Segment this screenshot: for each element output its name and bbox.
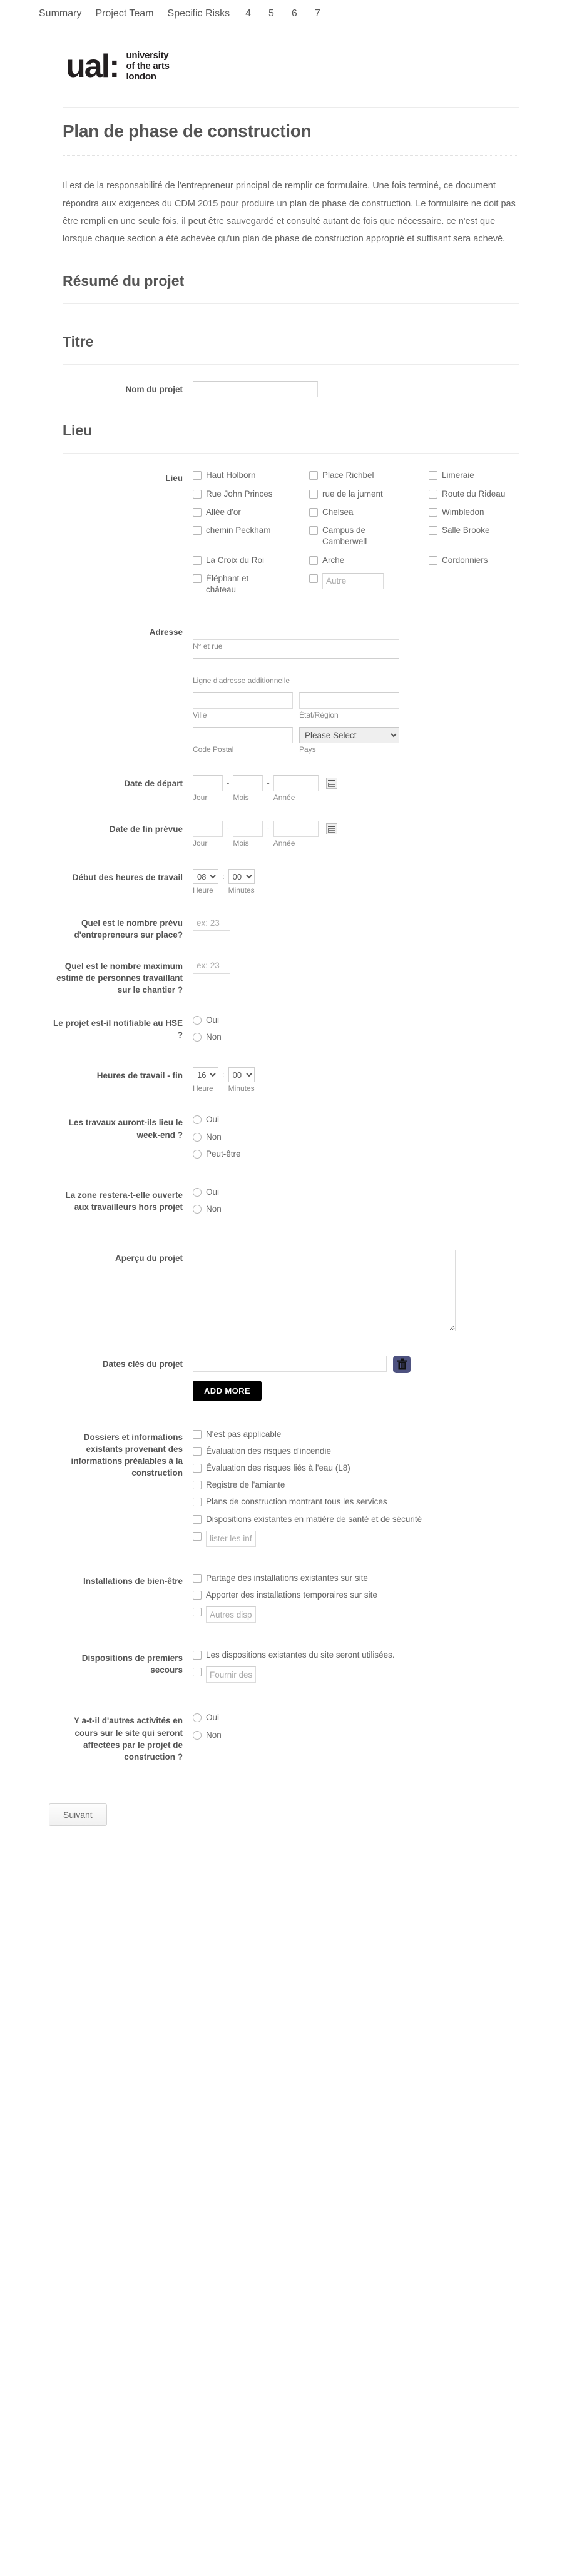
date-separator: - <box>267 778 270 788</box>
dates-cles-row <box>193 1356 551 1373</box>
autres-activites-option-label: Oui <box>206 1713 220 1723</box>
divider-top <box>63 107 519 108</box>
address-state-group <box>299 692 399 719</box>
lieu-option-4[interactable] <box>309 489 425 500</box>
logo-wordmark: ual: <box>66 48 119 85</box>
label-weekend: Les travaux auront-ils lieu le week-end ? <box>68 1118 183 1140</box>
address-postal-input[interactable] <box>193 727 293 743</box>
lieu-option-label: Wimbledon <box>442 507 484 517</box>
dossiers-option-label: Évaluation des risques d'incendie <box>206 1446 331 1456</box>
checkbox-icon[interactable] <box>193 526 202 535</box>
date-depart-month-input[interactable] <box>233 775 263 791</box>
radio-icon[interactable] <box>193 1713 202 1722</box>
nav-item-7[interactable]: 7 <box>314 8 320 19</box>
dates-cles-input[interactable] <box>193 1356 387 1372</box>
dossiers-option-label: Registre de l'amiante <box>206 1480 285 1490</box>
lieu-option-6[interactable] <box>193 507 305 518</box>
date-fin-day-input[interactable] <box>193 821 223 837</box>
address-state-sublabel: État/Région <box>299 711 339 720</box>
label-lieu: Lieu <box>165 474 183 484</box>
radio-icon[interactable] <box>193 1033 202 1042</box>
checkbox-icon[interactable] <box>309 526 318 535</box>
label-dossiers: Dossiers et informations existants provenant des informations préalables à la construction <box>71 1432 183 1478</box>
date-separator: - <box>267 824 270 834</box>
field-row-dates-cles <box>31 1356 551 1401</box>
label-hse: Le projet est-il notifiable au HSE ? <box>53 1018 183 1040</box>
label-dates-cles: Dates clés du projet <box>102 1359 183 1369</box>
form-frame <box>31 28 551 1851</box>
address-postal-group <box>193 727 293 754</box>
lieu-option-label: Chelsea <box>322 507 354 517</box>
bien-etre-other-input[interactable] <box>206 1606 256 1623</box>
bien-etre-option-label: Apporter des installations temporaires sur site <box>206 1590 377 1600</box>
logo-area <box>31 28 551 93</box>
premiers-secours-option-label: Les dispositions existantes du site seront utilisées. <box>206 1650 395 1660</box>
logo-subtext <box>126 51 169 82</box>
checkbox-icon[interactable] <box>193 1447 202 1456</box>
dossiers-option-4[interactable] <box>193 1496 551 1508</box>
weekend-option-label: Oui <box>206 1115 220 1125</box>
checkbox-icon[interactable] <box>193 1498 202 1506</box>
heure-fin-minute-select[interactable] <box>228 1067 255 1082</box>
checkbox-icon[interactable] <box>193 1668 202 1676</box>
checkbox-icon[interactable] <box>429 490 437 499</box>
dossiers-other-input[interactable] <box>206 1531 256 1547</box>
dossiers-option-label: Évaluation des risques liés à l'eau (L8) <box>206 1463 350 1473</box>
date-fin-year-input[interactable] <box>273 821 319 837</box>
weekend-option-oui[interactable] <box>193 1114 551 1125</box>
apercu-textarea[interactable] <box>193 1250 456 1331</box>
dossiers-option-0[interactable] <box>193 1429 551 1440</box>
heure-debut-hour-sublabel: Heure <box>193 886 213 895</box>
checkbox-icon[interactable] <box>309 574 318 583</box>
radio-icon[interactable] <box>193 1133 202 1142</box>
lieu-option-label: Campus de Camberwell <box>322 525 367 547</box>
lieu-option-10[interactable] <box>309 525 425 547</box>
nav-item-specific-risks[interactable]: Specific Risks <box>167 8 230 19</box>
lieu-option-label: Éléphant et château <box>206 573 249 594</box>
field-row-zone-ouverte <box>31 1187 551 1220</box>
zone-option-label: Non <box>206 1204 222 1214</box>
lieu-other-input[interactable] <box>322 573 384 589</box>
dossiers-option-label: Plans de construction montrant tous les services <box>206 1497 387 1507</box>
checkbox-icon[interactable] <box>193 556 202 565</box>
address-city-input[interactable] <box>193 692 293 709</box>
calendar-icon[interactable] <box>326 778 337 789</box>
time-separator: : <box>222 871 225 881</box>
label-adresse: Adresse <box>149 627 183 637</box>
field-row-adresse <box>31 624 551 754</box>
field-row-dossiers <box>31 1429 551 1553</box>
nav-item-project-team[interactable]: Project Team <box>95 8 154 19</box>
dossiers-option-other[interactable] <box>193 1531 551 1547</box>
lieu-option-5[interactable] <box>429 489 551 500</box>
bien-etre-option-0[interactable] <box>193 1573 551 1584</box>
nav-item-5[interactable]: 5 <box>268 8 274 19</box>
lieu-option-label: Limeraie <box>442 470 474 480</box>
field-row-heure-debut <box>31 869 551 895</box>
divider-title <box>63 155 519 156</box>
heure-debut-hour-group <box>193 869 218 895</box>
lieu-option-9[interactable] <box>193 525 305 536</box>
field-row-weekend <box>31 1114 551 1165</box>
zone-option-non[interactable] <box>193 1204 551 1215</box>
radio-icon[interactable] <box>193 1115 202 1124</box>
address-state-input[interactable] <box>299 692 399 709</box>
dossiers-option-label: N'est pas applicable <box>206 1429 282 1439</box>
label-heure-debut: Début des heures de travail <box>72 873 183 883</box>
intro-paragraph: Il est de la responsabilité de l'entrepreneur principal de remplir ce formulaire. Une fois terminé, ce document répondra aux exigences du CDM 2015 pour produire un plan de phase de construction. Le formulaire ne doit pas être rempli en une seule fois, il peut être sauvegardé et consulté autant de fois que nécessaire. ce n'est que lorsque chaque section a été achevée qu'un plan de phase de construction approprié et suffisant sera achevé. <box>63 181 516 245</box>
address-country-sublabel: Pays <box>299 745 316 754</box>
heure-debut-minute-sublabel: Minutes <box>228 886 255 895</box>
checkbox-icon[interactable] <box>193 1651 202 1660</box>
checkbox-icon[interactable] <box>429 471 437 480</box>
lieu-option-1[interactable] <box>309 470 425 481</box>
checkbox-icon[interactable] <box>429 526 437 535</box>
dossiers-option-1[interactable] <box>193 1446 551 1457</box>
heure-fin-minute-sublabel: Minutes <box>228 1084 255 1093</box>
date-depart-group <box>193 775 551 802</box>
field-row-lieu <box>31 470 551 602</box>
logo-line-1: university <box>126 50 169 61</box>
dossiers-option-label: Dispositions existantes en matière de santé et de sécurité <box>206 1514 422 1524</box>
lieu-option-label: Place Richbel <box>322 470 374 480</box>
radio-icon[interactable] <box>193 1731 202 1740</box>
radio-icon[interactable] <box>193 1016 202 1025</box>
nb-personnes-input[interactable] <box>193 958 230 974</box>
hse-option-oui[interactable] <box>193 1015 551 1026</box>
lieu-option-13[interactable] <box>309 555 425 566</box>
radio-icon[interactable] <box>193 1188 202 1197</box>
label-premiers-secours: Dispositions de premiers secours <box>81 1653 183 1675</box>
lieu-option-3[interactable] <box>193 489 305 500</box>
date-fin-year-sublabel: Année <box>273 839 295 848</box>
project-name-input[interactable] <box>193 381 318 397</box>
checkbox-icon[interactable] <box>193 1481 202 1489</box>
lieu-option-label: Rue John Princes <box>206 489 273 499</box>
lieu-option-0[interactable] <box>193 470 305 481</box>
field-row-bien-etre <box>31 1573 551 1628</box>
zone-option-oui[interactable] <box>193 1187 551 1198</box>
heure-fin-group <box>193 1067 551 1093</box>
date-fin-year-group <box>273 821 319 848</box>
checkbox-icon[interactable] <box>193 574 202 583</box>
field-row-date-depart <box>31 775 551 802</box>
premiers-secours-option-0[interactable] <box>193 1650 551 1661</box>
address-street-input[interactable] <box>193 624 399 640</box>
add-more-button[interactable]: ADD MORE <box>193 1381 262 1401</box>
date-separator: - <box>227 824 230 834</box>
radio-icon[interactable] <box>193 1205 202 1214</box>
premiers-secours-other-input[interactable] <box>206 1666 256 1683</box>
field-row-apercu <box>31 1250 551 1334</box>
date-depart-year-sublabel: Année <box>273 793 295 803</box>
hse-option-label: Oui <box>206 1015 220 1025</box>
lieu-option-11[interactable] <box>429 525 551 536</box>
hse-option-label: Non <box>206 1032 222 1042</box>
dossiers-option-2[interactable] <box>193 1463 551 1474</box>
label-bien-etre: Installations de bien-être <box>83 1576 183 1586</box>
checkbox-icon[interactable] <box>309 508 318 517</box>
divider-summary <box>63 303 519 304</box>
divider-titre <box>63 364 519 365</box>
address-street-group <box>193 624 551 651</box>
label-nb-personnes: Quel est le nombre maximum estimé de personnes travaillant sur le chantier ? <box>56 961 183 995</box>
address-line2-input[interactable] <box>193 658 399 674</box>
section-heading-titre: Titre <box>63 333 94 350</box>
lieu-option-label: Route du Rideau <box>442 489 506 499</box>
label-autres-activites: Y a-t-il d'autres activités en cours sur le site qui seront affectées par le projet de construction ? <box>73 1716 183 1762</box>
lieu-option-label: Cordonniers <box>442 555 488 565</box>
date-separator: - <box>227 778 230 788</box>
checkbox-icon[interactable] <box>193 1532 202 1541</box>
field-row-nb-entrepreneurs <box>31 915 551 941</box>
field-row-nb-personnes <box>31 958 551 996</box>
lieu-option-label: La Croix du Roi <box>206 555 265 565</box>
address-country-group <box>299 727 399 754</box>
checkbox-icon[interactable] <box>193 1574 202 1583</box>
lieu-option-8[interactable] <box>429 507 551 518</box>
date-fin-day-group <box>193 821 223 848</box>
zone-option-label: Oui <box>206 1187 220 1197</box>
checkbox-icon[interactable] <box>193 508 202 517</box>
weekend-option-label: Peut-être <box>206 1149 241 1159</box>
address-line2-group <box>193 658 551 685</box>
dossiers-option-3[interactable] <box>193 1479 551 1491</box>
checkbox-icon[interactable] <box>193 490 202 499</box>
label-date-fin: Date de fin prévue <box>109 824 183 834</box>
checkbox-icon[interactable] <box>309 471 318 480</box>
next-button[interactable]: Suivant <box>49 1803 107 1826</box>
lieu-option-label: Salle Brooke <box>442 525 490 535</box>
checkbox-icon[interactable] <box>429 556 437 565</box>
address-country-select[interactable] <box>299 727 399 743</box>
autres-activites-option-non[interactable] <box>193 1730 551 1741</box>
trash-icon[interactable] <box>393 1356 411 1373</box>
lieu-option-7[interactable] <box>309 507 425 518</box>
date-depart-day-sublabel: Jour <box>193 793 208 803</box>
nav-item-6[interactable]: 6 <box>291 8 297 19</box>
date-depart-day-group <box>193 775 223 802</box>
address-postal-sublabel: Code Postal <box>193 745 234 754</box>
lieu-option-14[interactable] <box>429 555 551 566</box>
heure-debut-hour-select[interactable] <box>193 869 218 884</box>
section-heading-lieu: Lieu <box>63 422 93 439</box>
checkbox-icon[interactable] <box>309 556 318 565</box>
logo-line-3: london <box>126 71 156 82</box>
heure-fin-hour-select[interactable] <box>193 1067 218 1082</box>
lieu-checkbox-grid <box>193 470 551 602</box>
heure-debut-minute-group <box>228 869 255 895</box>
field-row-hse <box>31 1015 551 1048</box>
checkbox-icon[interactable] <box>193 471 202 480</box>
lieu-option-label: chemin Peckham <box>206 525 271 535</box>
weekend-option-peut-etre[interactable] <box>193 1149 551 1160</box>
date-depart-day-input[interactable] <box>193 775 223 791</box>
heure-fin-hour-sublabel: Heure <box>193 1084 213 1093</box>
date-depart-month-group <box>233 775 263 802</box>
section-heading-summary: Résumé du projet <box>63 273 185 290</box>
nb-entrepreneurs-input[interactable] <box>193 915 230 931</box>
bien-etre-option-other[interactable] <box>193 1606 551 1623</box>
address-line2-sublabel: Ligne d'adresse additionnelle <box>193 676 290 686</box>
lieu-option-label: rue de la jument <box>322 489 383 499</box>
date-fin-month-input[interactable] <box>233 821 263 837</box>
autres-activites-option-label: Non <box>206 1730 222 1740</box>
heure-fin-minute-group <box>228 1067 255 1093</box>
radio-icon[interactable] <box>193 1150 202 1159</box>
date-fin-day-sublabel: Jour <box>193 839 208 848</box>
checkbox-icon[interactable] <box>193 1515 202 1524</box>
bien-etre-option-1[interactable] <box>193 1590 551 1601</box>
lieu-option-12[interactable] <box>193 555 305 566</box>
lieu-option-label: Arche <box>322 555 345 565</box>
checkbox-icon[interactable] <box>309 490 318 499</box>
divider-lieu <box>63 453 519 454</box>
label-zone-ouverte: La zone restera-t-elle ouverte aux travailleurs hors projet <box>65 1190 183 1212</box>
dossiers-option-5[interactable] <box>193 1514 551 1525</box>
address-city-state-group <box>193 692 551 719</box>
lieu-option-label: Haut Holborn <box>206 470 256 480</box>
ual-logo <box>66 48 551 85</box>
autres-activites-option-oui[interactable] <box>193 1712 551 1723</box>
checkbox-icon[interactable] <box>193 1430 202 1439</box>
lieu-option-15[interactable] <box>193 573 305 596</box>
label-project-name: Nom du projet <box>125 385 183 395</box>
date-depart-year-group <box>273 775 319 802</box>
field-row-project-name <box>31 381 551 397</box>
label-nb-entrepreneurs: Quel est le nombre prévu d'entrepreneurs sur place? <box>74 918 183 940</box>
date-depart-month-sublabel: Mois <box>233 793 249 803</box>
calendar-icon[interactable] <box>326 823 337 834</box>
time-separator: : <box>222 1070 225 1080</box>
address-street-sublabel: N° et rue <box>193 642 223 651</box>
checkbox-icon[interactable] <box>193 1608 202 1616</box>
field-row-date-fin <box>31 821 551 848</box>
weekend-option-non[interactable] <box>193 1132 551 1143</box>
premiers-secours-option-other[interactable] <box>193 1666 551 1683</box>
heure-debut-minute-select[interactable] <box>228 869 255 884</box>
address-city-group <box>193 692 293 719</box>
checkbox-icon[interactable] <box>193 1464 202 1473</box>
field-row-heure-fin <box>31 1067 551 1093</box>
date-fin-group <box>193 821 551 848</box>
weekend-option-label: Non <box>206 1132 222 1142</box>
nav-item-4[interactable]: 4 <box>245 8 252 19</box>
heure-fin-hour-group <box>193 1067 218 1093</box>
date-depart-year-input[interactable] <box>273 775 319 791</box>
label-apercu: Aperçu du projet <box>115 1253 183 1263</box>
checkbox-icon[interactable] <box>193 1591 202 1600</box>
address-city-sublabel: Ville <box>193 711 207 720</box>
nav-item-summary[interactable]: Summary <box>39 8 82 19</box>
date-fin-month-group <box>233 821 263 848</box>
lieu-option-2[interactable] <box>429 470 551 481</box>
page-title: Plan de phase de construction <box>63 121 312 141</box>
lieu-option-label: Allée d'or <box>206 507 241 517</box>
top-navigation <box>0 0 582 28</box>
label-date-depart: Date de départ <box>124 779 183 789</box>
field-row-premiers-secours <box>31 1650 551 1688</box>
hse-option-non[interactable] <box>193 1032 551 1043</box>
address-postal-country-group <box>193 727 551 754</box>
checkbox-icon[interactable] <box>429 508 437 517</box>
bien-etre-option-label: Partage des installations existantes sur site <box>206 1573 368 1583</box>
lieu-option-other[interactable] <box>309 573 425 589</box>
label-heure-fin: Heures de travail - fin <box>96 1071 183 1081</box>
field-row-autres-activites <box>31 1712 551 1763</box>
date-fin-month-sublabel: Mois <box>233 839 249 848</box>
logo-line-2: of the arts <box>126 60 170 71</box>
heure-debut-group <box>193 869 551 895</box>
